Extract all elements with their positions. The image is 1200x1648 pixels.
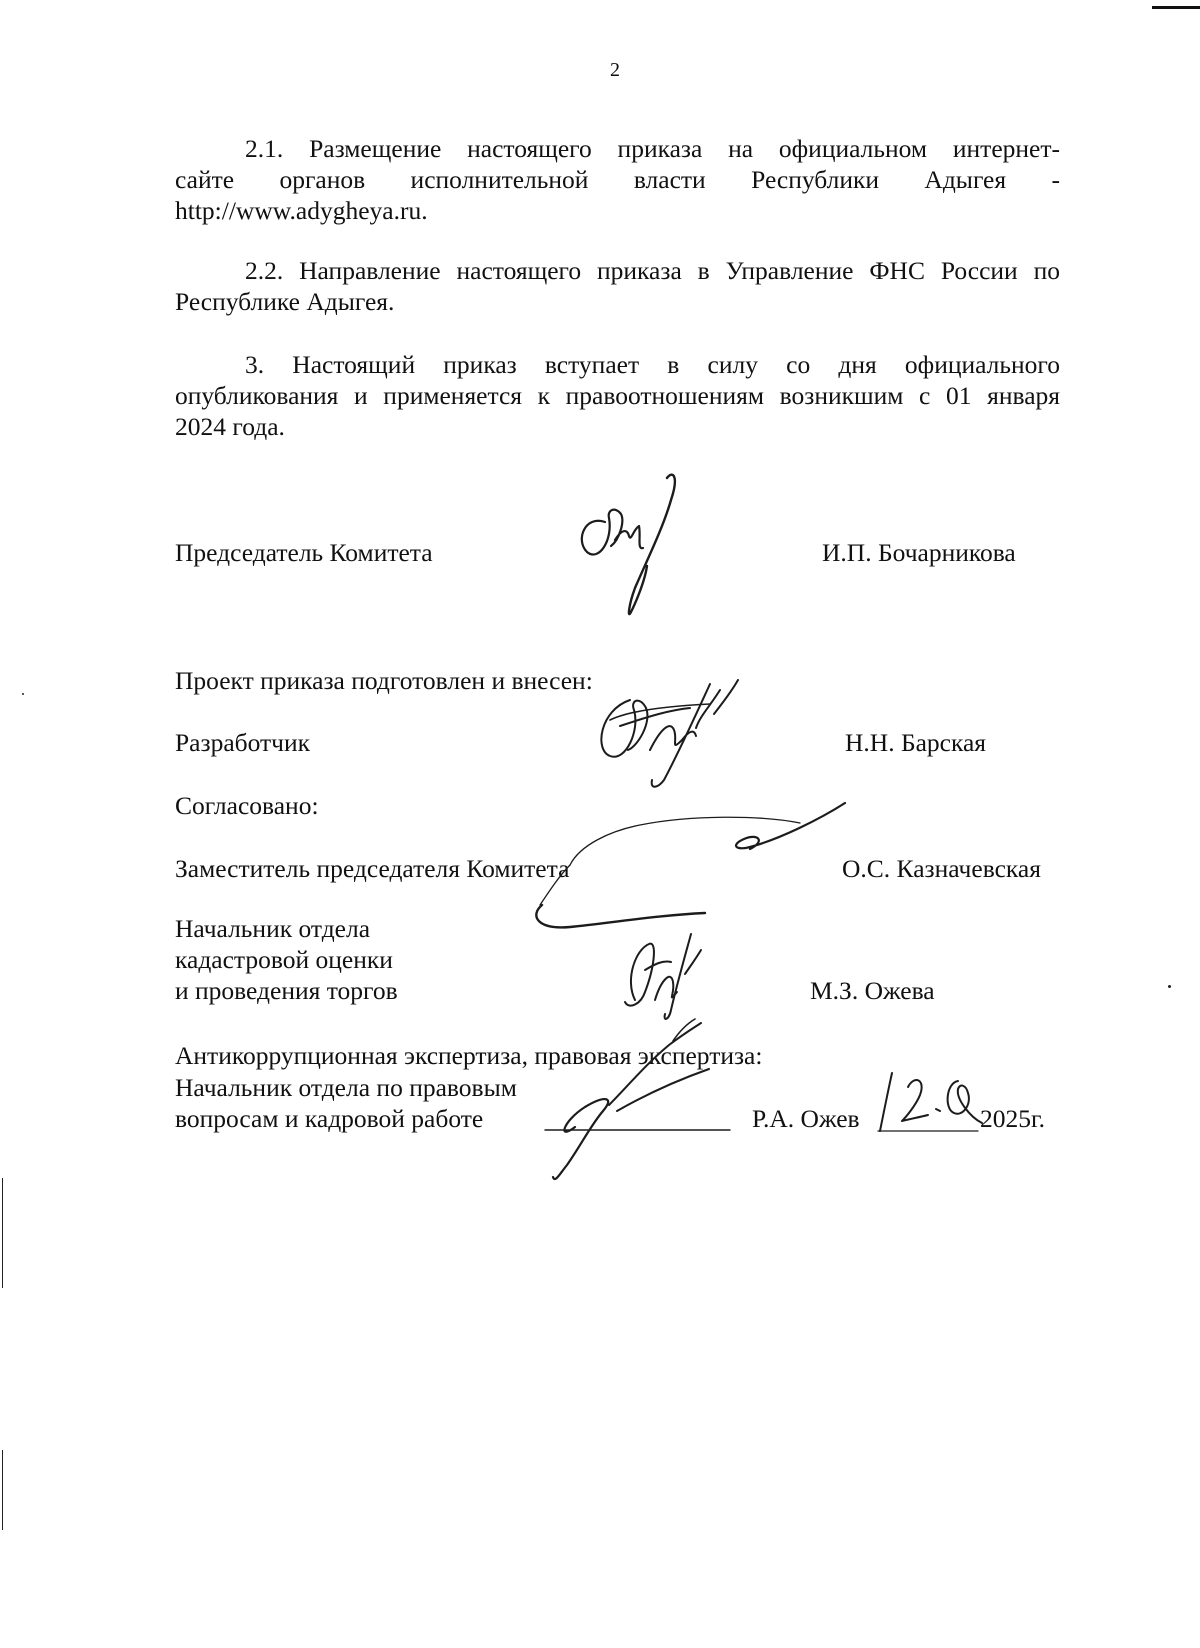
expertise-heading: Антикоррупционная экспертиза, правовая экспертиза: (175, 1041, 763, 1070)
cadastral-name: М.З. Ожева (810, 976, 935, 1005)
cadastral-signature (615, 930, 715, 1025)
paragraph-2-1 (175, 133, 1060, 226)
paragraph-line: 2024 года. (175, 412, 285, 441)
expertise-title-line2: вопросам и кадровой работе (175, 1104, 484, 1133)
scan-corner-mark (1152, 6, 1200, 9)
paragraph-line: 2.1. Размещение настоящего приказа на официальном интернет- (245, 134, 1060, 163)
cadastral-title-line2: кадастровой оценки (175, 945, 393, 974)
paragraph-2-2 (175, 255, 1060, 317)
cadastral-title-line3: и проведения торгов (175, 976, 398, 1005)
scan-edge-line (2, 1178, 3, 1288)
paragraph-link-line: http://www.adygheya.ru. (175, 196, 428, 225)
expertise-name: Р.А. Ожев (752, 1104, 860, 1133)
chairman-title: Председатель Комитета (175, 538, 433, 567)
paragraph-line: Республике Адыгея. (175, 287, 395, 316)
paragraph-3 (175, 349, 1060, 442)
paragraph-line: сайте органов исполнительной власти Республики Адыгея - (175, 165, 1060, 194)
developer-signature (590, 680, 760, 790)
deputy-name: О.С. Казначевская (842, 854, 1041, 883)
chairman-name: И.П. Бочарникова (822, 538, 1016, 567)
developer-name: Н.Н. Барская (845, 728, 987, 757)
expertise-year-suffix: 2025г. (980, 1104, 1045, 1133)
deputy-signature (530, 795, 860, 940)
handwritten-date (878, 1065, 988, 1140)
developer-title: Разработчик (175, 728, 311, 757)
scan-speck (1168, 985, 1171, 988)
agreed-heading: Согласовано: (175, 791, 319, 820)
cadastral-title-line1: Начальник отдела (175, 914, 371, 943)
paragraph-line: 2.2. Направление настоящего приказа в Управление ФНС России по (245, 256, 1060, 285)
deputy-title: Заместитель председателя Комитета (175, 854, 570, 883)
expertise-title-line1: Начальник отдела по правовым (175, 1073, 517, 1102)
page-number: 2 (610, 59, 620, 81)
paragraph-line: опубликования и применяется к правоотношениям возникшим с 01 января (175, 381, 1060, 410)
expertise-signature (545, 1015, 745, 1185)
scan-speck (22, 693, 24, 695)
scan-edge-line (2, 1450, 3, 1530)
chairman-signature (575, 470, 705, 620)
paragraph-line: 3. Настоящий приказ вступает в силу со дня официального (245, 350, 1060, 379)
project-heading: Проект приказа подготовлен и внесен: (175, 666, 593, 695)
